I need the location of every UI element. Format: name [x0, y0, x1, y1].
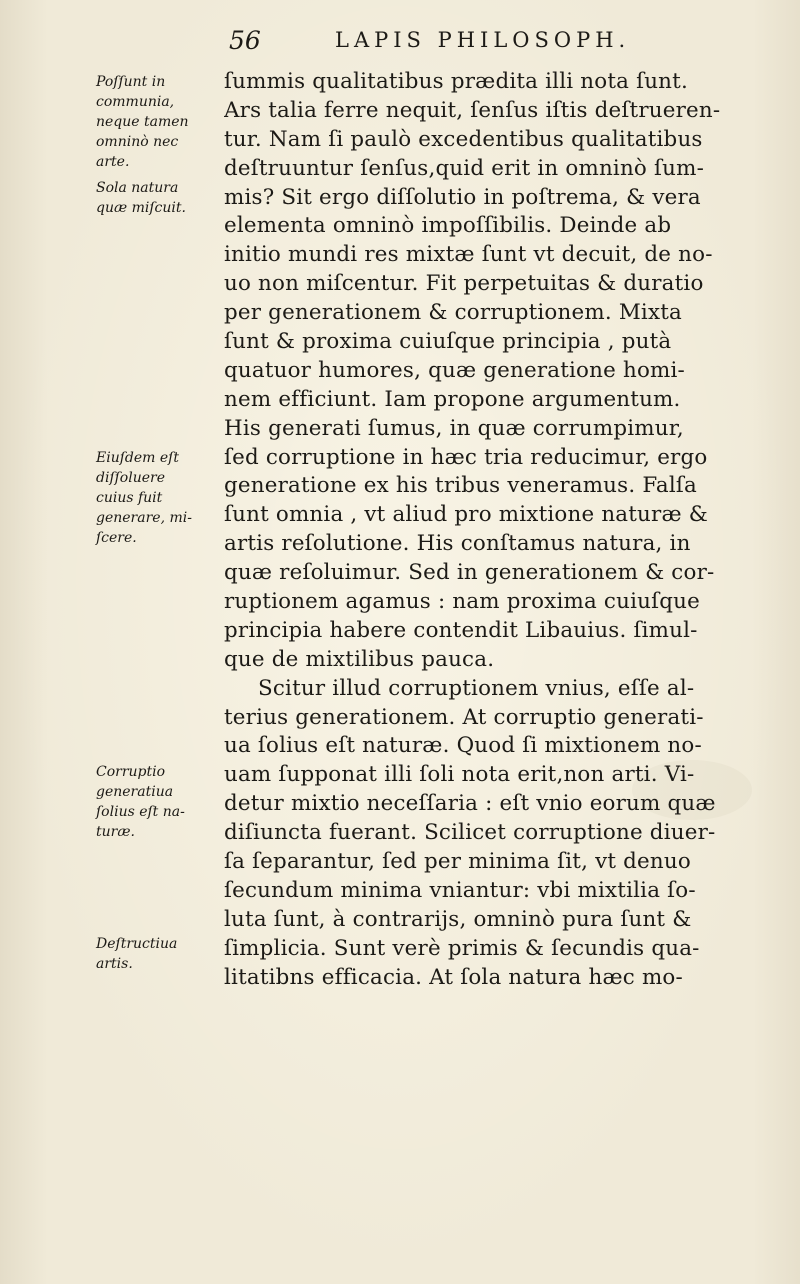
body-line: generatione ex his tribus veneramus. Falſa	[224, 473, 697, 499]
body-line: ſunt & proxima cuiuſque principia , putà	[224, 329, 672, 355]
body-line: uam ſupponat illi ſoli nota erit,non arti. Vi-	[224, 762, 695, 788]
marginal-note	[96, 72, 224, 172]
page-header	[225, 26, 785, 66]
marginal-note	[96, 448, 224, 548]
marginal-note-line: generare, mi-	[96, 510, 192, 526]
body-line: ruptionem agamus : nam proxima cuiuſque	[224, 589, 700, 615]
body-line: mis? Sit ergo diſſolutio in poſtrema, & vera	[224, 184, 701, 210]
body-line: nem efficiunt. Iam propone argumentum.	[224, 386, 681, 412]
body-text	[224, 68, 774, 993]
body-line: litatibns efficacia. At ſola natura hæc mo-	[224, 964, 683, 990]
marginal-note-line: Eiuſdem eſt	[96, 450, 179, 466]
page-number: 56	[229, 26, 261, 55]
marginal-note-line: ſcere.	[96, 530, 137, 546]
body-line: ua ſolius eſt naturæ. Quod ſi mixtionem no-	[224, 733, 702, 759]
marginal-note-line: arte.	[96, 154, 130, 170]
body-line: principia habere contendit Libauius. ſimul-	[224, 617, 698, 643]
marginal-note	[96, 934, 224, 974]
body-line: deſtruuntur ſenſus,quid erit in omninò ſum-	[224, 155, 705, 181]
marginal-note-line: communia,	[96, 94, 175, 110]
body-line: per generationem & corruptionem. Mixta	[224, 300, 682, 326]
body-line: uo non miſcentur. Fit perpetuitas & duratio	[224, 271, 704, 297]
body-line: Ars talia ferre nequit, ſenſus iſtis deſtrueren-	[224, 97, 721, 123]
marginal-note-line: artis.	[96, 956, 133, 972]
marginal-note-line: quæ miſcuit.	[96, 200, 186, 216]
body-line: initio mundi res mixtæ ſunt vt decuit, de no-	[224, 242, 713, 268]
marginal-note-line: cuius fuit	[96, 490, 163, 506]
body-line: elementa omninò impoſſibilis. Deinde ab	[224, 213, 672, 239]
body-line: Scitur illud corruptionem vnius, eſſe al-	[258, 675, 695, 701]
body-line: terius generationem. At corruptio generati-	[224, 704, 704, 730]
marginal-note-line: turæ.	[96, 824, 135, 840]
body-line: luta ſunt, à contrarijs, omninò pura ſunt &	[224, 906, 692, 932]
body-line: artis reſolutione. His conſtamus natura, in	[224, 531, 691, 557]
body-line: quæ reſoluimur. Sed in generationem & cor-	[224, 560, 715, 586]
marginal-note-line: Deſtructiua	[96, 936, 178, 952]
body-line: ſecundum minima vniantur: vbi mixtilia ſo-	[224, 877, 696, 903]
marginal-note-line: generatiua	[96, 784, 174, 800]
body-line: que de mixtilibus pauca.	[224, 646, 495, 672]
marginal-note-line: neque tamen	[96, 114, 189, 130]
body-line: tur. Nam ſi paulò excedentibus qualitatibus	[224, 126, 703, 152]
body-line: detur mixtio neceſſaria : eſt vnio eorum quæ	[224, 791, 716, 817]
marginal-note-line: Poſſunt in	[96, 74, 166, 90]
marginal-note-line: diſſoluere	[96, 470, 165, 486]
running-title: LAPIS PHILOSOPH.	[335, 28, 631, 52]
body-line: ſunt omnia , vt aliud pro mixtione naturæ &	[224, 502, 708, 528]
body-line: diſiuncta fuerant. Scilicet corruptione diuer-	[224, 820, 716, 846]
marginal-note-line: Sola natura	[96, 180, 179, 196]
marginal-note	[96, 762, 224, 842]
marginal-note	[96, 178, 224, 218]
body-line: quatuor humores, quæ generatione homi-	[224, 357, 685, 383]
body-line: ſed corruptione in hæc tria reducimur, ergo	[224, 444, 708, 470]
body-line: ſa ſeparantur, ſed per minima ſit, vt denuo	[224, 849, 691, 875]
body-line: His generati ſumus, in quæ corrumpimur,	[224, 415, 684, 441]
marginal-note-line: Corruptio	[96, 764, 166, 780]
body-line: ſummis qualitatibus prædita illi nota ſunt.	[224, 69, 688, 94]
marginal-note-line: omninò nec	[96, 134, 179, 150]
marginal-note-line: ſolius eſt na-	[96, 804, 185, 820]
body-line: ſimplicia. Sunt verè primis & ſecundis qua-	[224, 935, 700, 961]
